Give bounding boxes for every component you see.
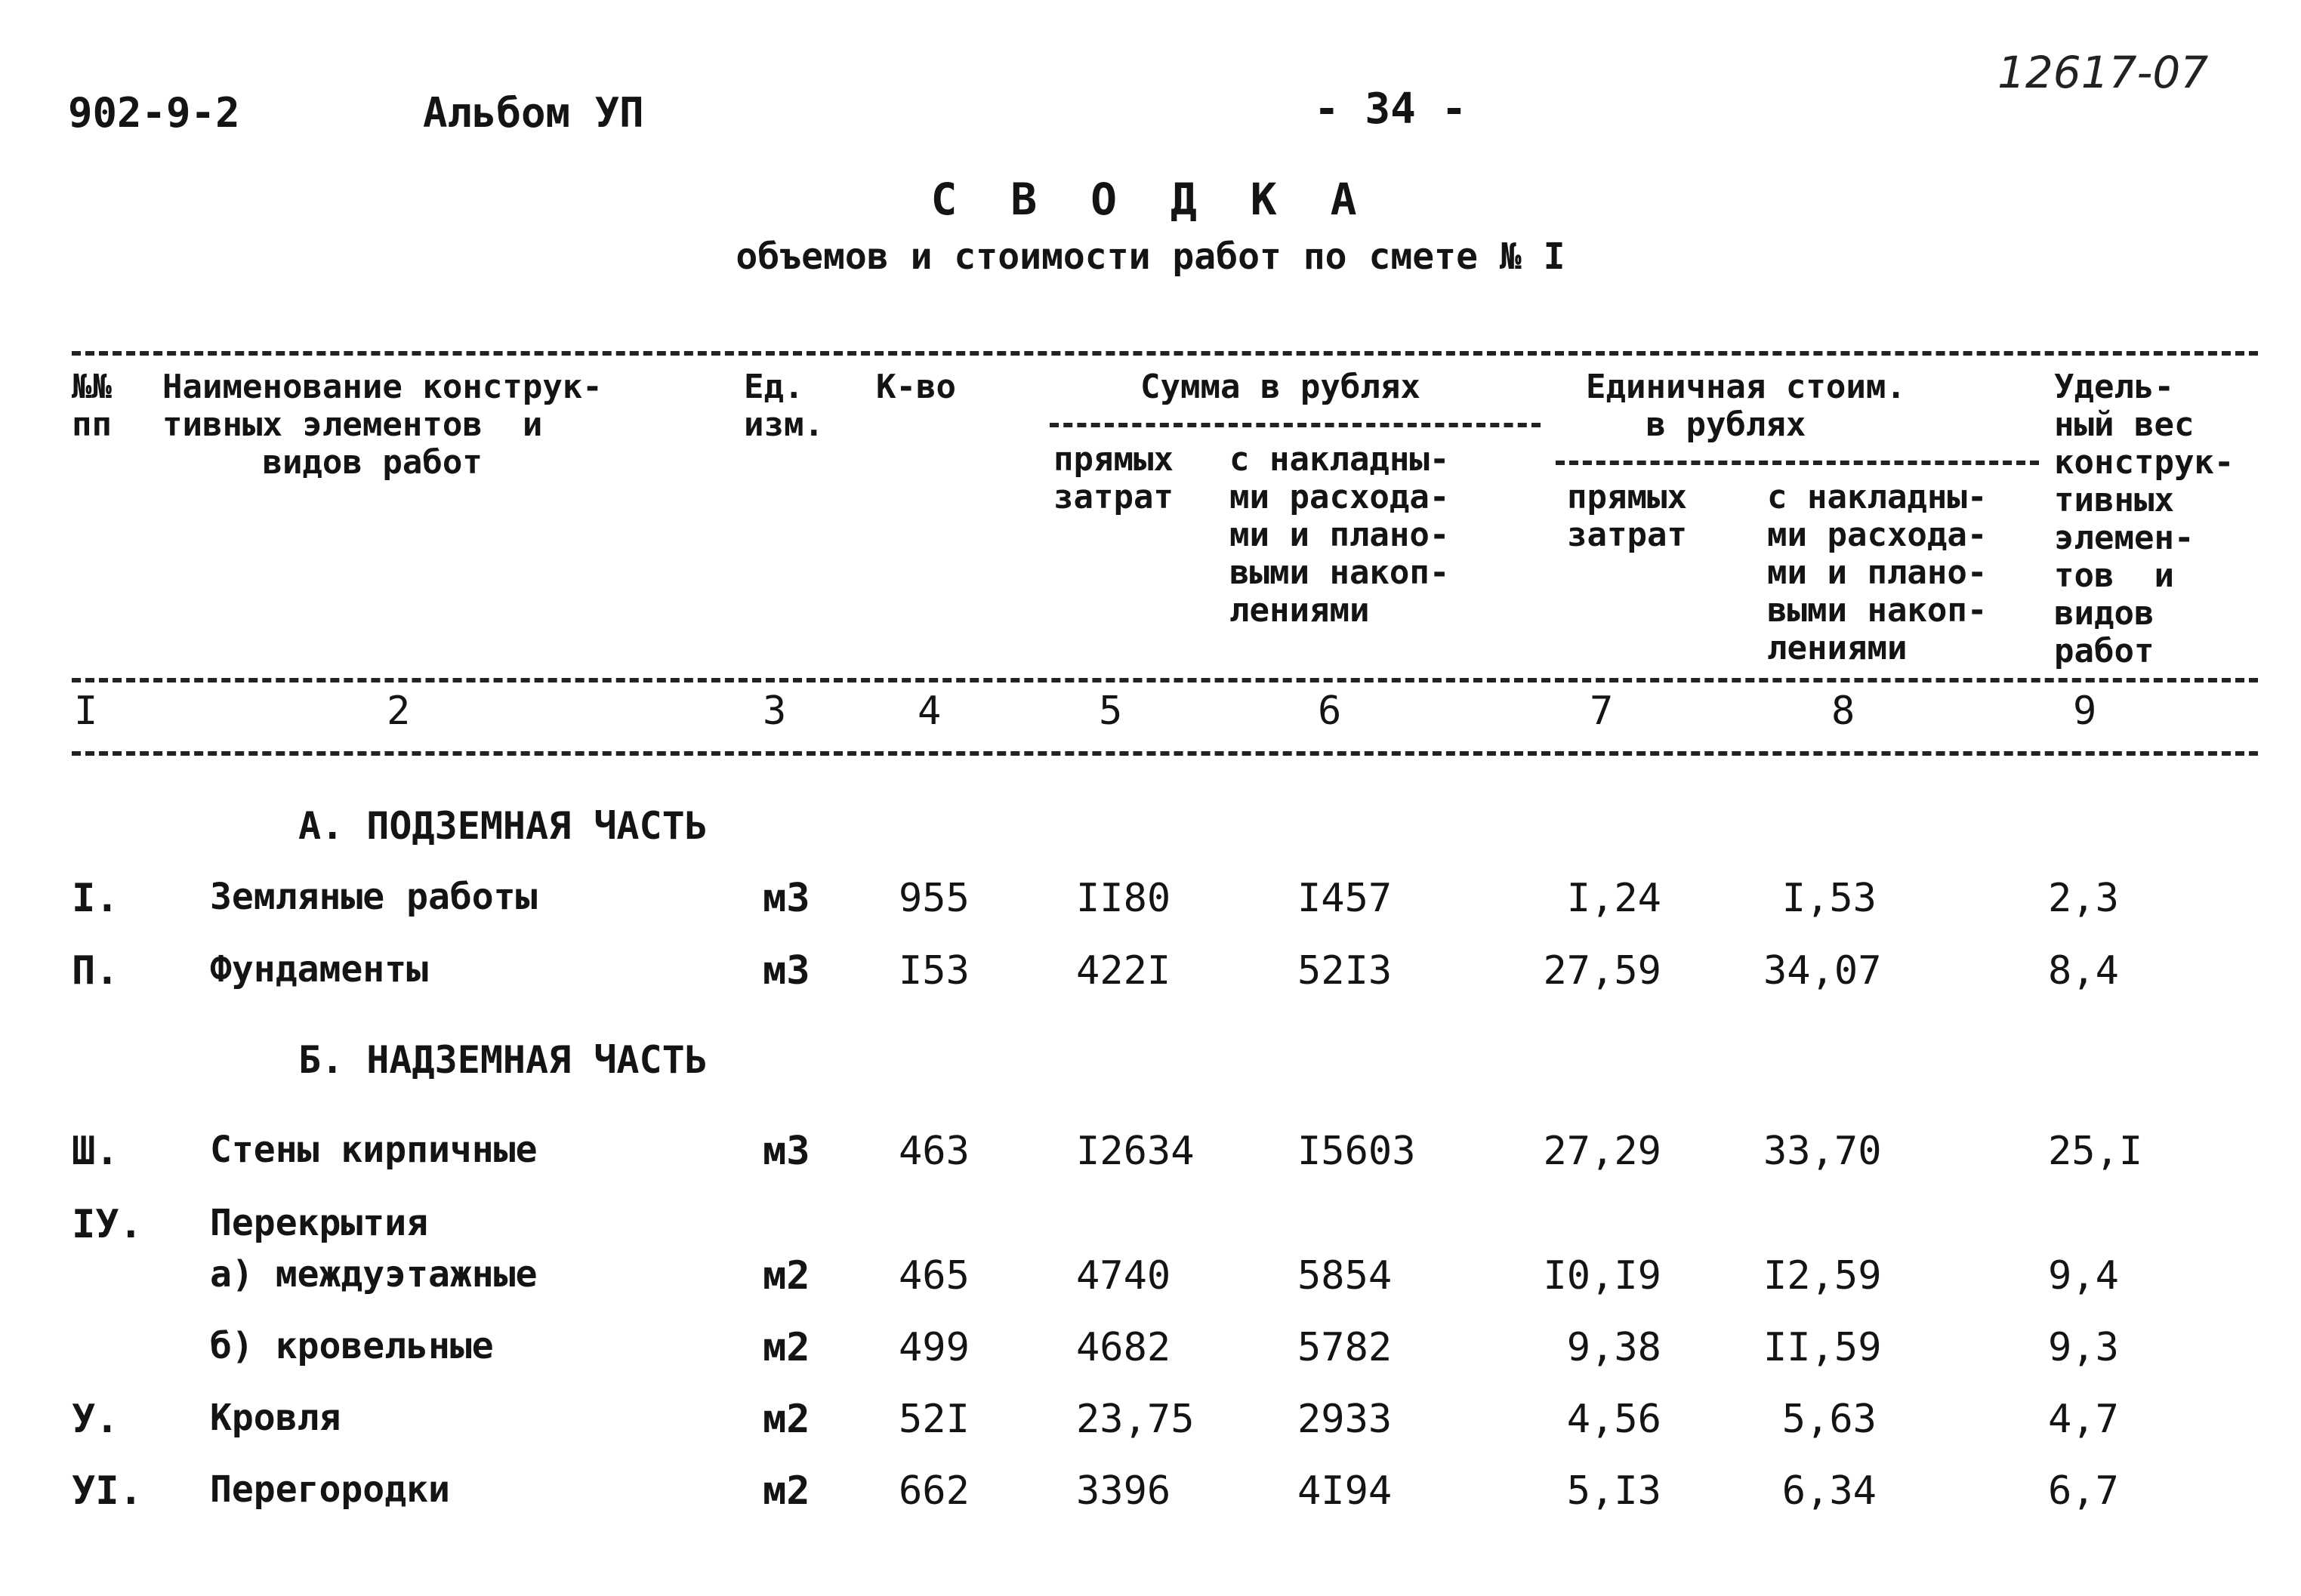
section-heading-aboveground: Б. НАДЗЕМНАЯ ЧАСТЬ bbox=[298, 1038, 708, 1082]
col-header-share: Удель- ный вес конструк- тивных элемен- тов и видов работ bbox=[2054, 368, 2235, 670]
col-header-no: №№ пп bbox=[72, 368, 112, 444]
row-share: 2,3 bbox=[2048, 876, 2119, 921]
row-qty: I53 bbox=[899, 948, 970, 994]
row-unit: м2 bbox=[763, 1325, 810, 1370]
col-number-3: 3 bbox=[763, 689, 787, 734]
row-name: б) кровельные bbox=[210, 1325, 494, 1367]
row-share: 9,4 bbox=[2048, 1253, 2119, 1299]
row-unit-overhead: 33,70 bbox=[1763, 1129, 1882, 1174]
row-sum-overhead: 52I3 bbox=[1297, 948, 1393, 994]
row-sum-overhead: I5603 bbox=[1297, 1129, 1416, 1174]
row-number: IУ. bbox=[72, 1202, 143, 1247]
col-header-unit-direct: прямых затрат bbox=[1567, 478, 1687, 554]
row-sum-direct: 23,75 bbox=[1076, 1397, 1195, 1442]
row-sum-overhead: I457 bbox=[1297, 876, 1393, 921]
col-header-qty: К-во bbox=[876, 368, 956, 406]
col-header-unit-overhead: с накладны- ми расхода- ми и плано- выми накоп- лениями bbox=[1767, 478, 1988, 667]
row-unit: м3 bbox=[763, 876, 810, 921]
row-name: а) междуэтажные bbox=[210, 1253, 538, 1296]
row-name: Перегородки bbox=[210, 1468, 450, 1511]
album-label: Альбом УП bbox=[423, 89, 644, 137]
row-name: Фундаменты bbox=[210, 948, 428, 991]
row-unit-overhead: 5,63 bbox=[1781, 1397, 1877, 1442]
row-number: I. bbox=[72, 876, 119, 921]
col-header-unit-group: Единичная стоим. в рублях bbox=[1586, 368, 1906, 444]
row-name: Стены кирпичные bbox=[210, 1129, 538, 1171]
row-unit-overhead: II,59 bbox=[1763, 1325, 1882, 1370]
table-row bbox=[0, 1129, 2301, 1182]
table-row bbox=[0, 1253, 2301, 1306]
row-sum-direct: 4682 bbox=[1076, 1325, 1171, 1370]
row-unit-overhead: I,53 bbox=[1781, 876, 1877, 921]
row-qty: 499 bbox=[899, 1325, 970, 1370]
row-unit-direct: 5,I3 bbox=[1566, 1468, 1661, 1514]
row-unit-overhead: 6,34 bbox=[1781, 1468, 1877, 1514]
document-subtitle: объемов и стоимости работ по смете № I bbox=[736, 236, 1565, 278]
row-sum-direct: 4740 bbox=[1076, 1253, 1171, 1299]
row-unit-overhead: I2,59 bbox=[1763, 1253, 1882, 1299]
row-qty: 52I bbox=[899, 1397, 970, 1442]
table-row bbox=[0, 1202, 2301, 1255]
row-sum-overhead: 5782 bbox=[1297, 1325, 1393, 1370]
header-bottom-rule bbox=[72, 678, 2258, 682]
row-unit: м3 bbox=[763, 948, 810, 994]
unit-group-rule bbox=[1556, 461, 2039, 465]
row-unit: м2 bbox=[763, 1468, 810, 1514]
document-code: 902-9-2 bbox=[68, 89, 240, 137]
row-qty: 662 bbox=[899, 1468, 970, 1514]
row-share: 6,7 bbox=[2048, 1468, 2119, 1514]
row-name: Перекрытия bbox=[210, 1202, 428, 1244]
document-title: С В О Д К А bbox=[930, 174, 1371, 225]
row-name: Земляные работы bbox=[210, 876, 538, 918]
col-number-7: 7 bbox=[1590, 689, 1614, 734]
row-share: 25,I bbox=[2048, 1129, 2143, 1174]
row-unit-direct: I,24 bbox=[1566, 876, 1661, 921]
row-number: Ш. bbox=[72, 1129, 119, 1174]
row-number: П. bbox=[72, 948, 119, 994]
sum-group-rule bbox=[1050, 423, 1541, 427]
row-unit-direct: I0,I9 bbox=[1543, 1253, 1661, 1299]
col-header-sum-direct: прямых затрат bbox=[1053, 440, 1174, 516]
handwritten-number: 12617-07 bbox=[1997, 47, 2209, 98]
col-number-2: 2 bbox=[387, 689, 411, 734]
table-row bbox=[0, 1325, 2301, 1378]
table-row bbox=[0, 1397, 2301, 1450]
row-unit-direct: 4,56 bbox=[1566, 1397, 1661, 1442]
table-row bbox=[0, 876, 2301, 929]
row-qty: 955 bbox=[899, 876, 970, 921]
header-top-rule bbox=[72, 351, 2258, 356]
row-unit: м2 bbox=[763, 1253, 810, 1299]
col-number-4: 4 bbox=[918, 689, 942, 734]
row-unit-direct: 27,59 bbox=[1543, 948, 1661, 994]
row-share: 9,3 bbox=[2048, 1325, 2119, 1370]
row-sum-direct: I2634 bbox=[1076, 1129, 1195, 1174]
col-header-name: Наименование конструк- тивных элементов и видов работ bbox=[162, 368, 603, 482]
row-unit-direct: 27,29 bbox=[1543, 1129, 1661, 1174]
row-sum-direct: 422I bbox=[1076, 948, 1171, 994]
col-header-sum-group: Сумма в рублях bbox=[1140, 368, 1420, 406]
row-unit: м3 bbox=[763, 1129, 810, 1174]
row-sum-overhead: 5854 bbox=[1297, 1253, 1393, 1299]
col-number-8: 8 bbox=[1831, 689, 1855, 734]
row-sum-direct: 3396 bbox=[1076, 1468, 1171, 1514]
col-header-unit: Ед. изм. bbox=[744, 368, 824, 444]
table-row bbox=[0, 1468, 2301, 1521]
row-unit: м2 bbox=[763, 1397, 810, 1442]
row-share: 4,7 bbox=[2048, 1397, 2119, 1442]
row-sum-overhead: 2933 bbox=[1297, 1397, 1393, 1442]
row-unit-direct: 9,38 bbox=[1566, 1325, 1661, 1370]
col-number-1: I bbox=[74, 689, 98, 734]
row-unit-overhead: 34,07 bbox=[1763, 948, 1882, 994]
row-number: У. bbox=[72, 1397, 119, 1442]
row-number: УI. bbox=[72, 1468, 143, 1514]
table-row bbox=[0, 948, 2301, 1001]
row-share: 8,4 bbox=[2048, 948, 2119, 994]
section-heading-underground: А. ПОДЗЕМНАЯ ЧАСТЬ bbox=[298, 804, 708, 848]
page-number: - 34 - bbox=[1314, 85, 1467, 134]
row-sum-direct: II80 bbox=[1076, 876, 1171, 921]
column-numbers-rule bbox=[72, 751, 2258, 756]
row-qty: 463 bbox=[899, 1129, 970, 1174]
col-number-5: 5 bbox=[1099, 689, 1123, 734]
col-number-6: 6 bbox=[1318, 689, 1342, 734]
col-header-sum-overhead: с накладны- ми расхода- ми и плано- выми накоп- лениями bbox=[1229, 440, 1450, 630]
col-number-9: 9 bbox=[2073, 689, 2097, 734]
row-qty: 465 bbox=[899, 1253, 970, 1299]
row-name: Кровля bbox=[210, 1397, 341, 1439]
row-sum-overhead: 4I94 bbox=[1297, 1468, 1393, 1514]
